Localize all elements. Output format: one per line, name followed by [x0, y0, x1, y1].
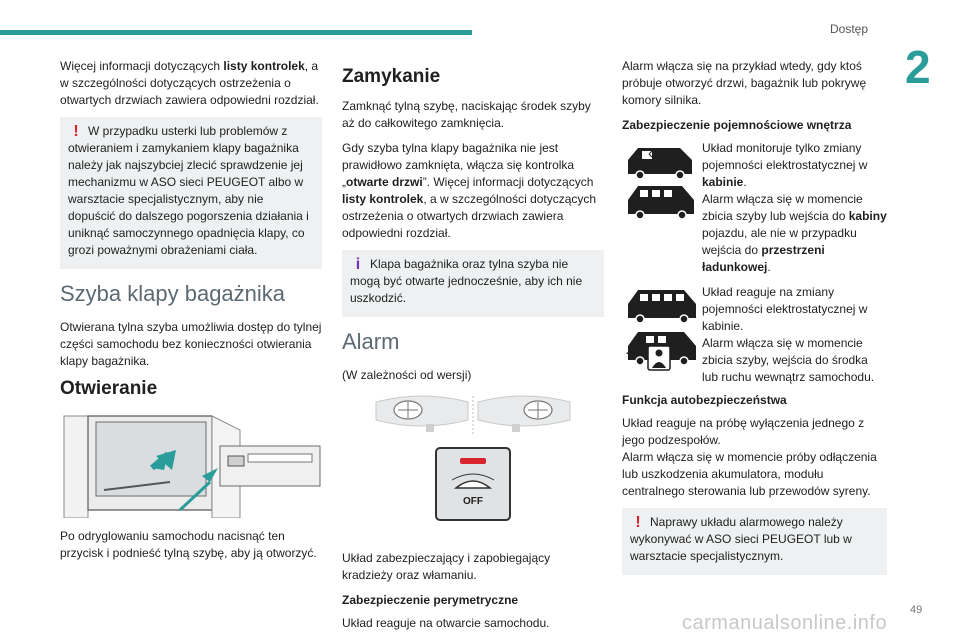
cabin-only-van-icons [622, 140, 702, 276]
tilt-text-2: Alarm włącza się w momencie próby odłączenia lub uszkodzenia akumulatora, modułu centralnego sterowania lub przewodów syreny. [622, 450, 877, 498]
trigger-text: Alarm włącza się na przykład wtedy, gdy ktoś próbuje otworzyć drzwi, bagażnik lub pokrywę komory silnika. [622, 59, 867, 107]
closing-door-warning: Gdy szyba tylna klapy bagażnika nie jest prawidłowo zamknięta, włącza się kontrolka „otwarte drzwi”. Więcej informacji dotyczących listy kontrolek, a w szczególności dotyczących ostrzeżenia o otwartych drzwiach zawiera odpowiedni rozdział. [342, 141, 597, 240]
alarm-version-note: (W zależności od wersji) [342, 368, 472, 382]
info-icon: i [355, 256, 361, 273]
tilt-title: Funkcja autobezpieczeństwa [622, 393, 787, 407]
volumetric-cabin-row [622, 140, 887, 276]
alarm-title: Alarm [342, 329, 400, 354]
volumetric-title: Zabezpieczenie pojemnościowe wnętrza [622, 118, 852, 132]
alarm-off-button-icon [436, 448, 510, 520]
closing-title: Zamykanie [342, 66, 441, 87]
perimeter-text: Układ reaguje na otwarcie samochodu. [342, 616, 550, 630]
left-cabin-sensor-icon [376, 396, 468, 432]
page-number: 49 [910, 604, 923, 616]
section-title-rear-window: Szyba klapy bagażnika [60, 281, 286, 306]
opening-instructions: Po odryglowaniu samochodu nacisnąć ten przycisk i podnieść tylną szybę, aby ją otworzyć. [60, 529, 317, 560]
alarm-description: Układ zabezpieczający i zapobiegający kradzieży oraz włamaniu. [342, 551, 551, 582]
intro-paragraph: Więcej informacji dotyczących listy kontrolek, a w szczególności dotyczących ostrzeżenia o otwartych drzwiach zawiera odpowiedni rozdział. [60, 59, 319, 107]
info-text: Klapa bagażnika oraz tylna szyba nie mogą być otwarte jednocześnie, aby ich nie uszkodzić. [350, 257, 583, 305]
van-cabin-icon [628, 148, 692, 179]
full-interior-van-icons [622, 284, 702, 386]
alarm-illustration [342, 392, 604, 542]
van-cargo-icon [628, 186, 694, 219]
tilt-text-1: Układ reaguje na próbę wyłączenia jednego z jego podzespołów. [622, 416, 865, 447]
column-3 [622, 58, 887, 587]
volumetric-cabin-text: Układ monitoruje tylko zmiany pojemności elektrostatycznej w kabinie. Alarm włącza się w momencie zbicia szyby lub wejścia do kabiny pojazdu, ale nie w przypadku wejścia do przestrzeni ładunkowej. [702, 141, 887, 274]
info-note [342, 250, 604, 317]
column-2 [342, 58, 604, 640]
column-1 [60, 58, 322, 570]
rear-window-illustration [60, 410, 322, 518]
warning-icon: ! [73, 123, 79, 140]
warning-note [60, 117, 322, 269]
chapter-number: 2 [905, 41, 931, 93]
opening-title: Otwieranie [60, 378, 158, 399]
warning-icon: ! [635, 514, 641, 531]
section-name: Dostęp [830, 22, 869, 36]
volumetric-full-row [622, 284, 887, 386]
van-passenger-icon [628, 290, 696, 323]
warning-text: W przypadku usterki lub problemów z otwieraniem i zamykaniem klapy bagażnika należy jak najszybciej zlecić sprawdzenie jej mechanizmu w ASO sieci PEUGEOT albo w warsztacie specjalistycznym, aby nie dopuścić do dalszego pogorszenia działania i uniknąć samoczynnego opadnięcia klapy, co grozi poważnymi obrażeniami ciała. [68, 124, 309, 257]
perimeter-title: Zabezpieczenie perymetryczne [342, 593, 519, 607]
van-occupant-plus-icon [626, 332, 696, 370]
watermark: carmanualsonline.info [682, 612, 888, 634]
repair-warning-text: Naprawy układu alarmowego należy wykonywać w ASO sieci PEUGEOT lub w warsztacie specjalistycznym. [630, 515, 852, 563]
svg-text:+: + [626, 345, 635, 361]
closing-text: Zamknąć tylną szybę, naciskając środek szyby aż do całkowitego zamknięcia. [342, 99, 591, 130]
repair-warning-note [622, 508, 887, 575]
header-accent-bar [0, 30, 472, 35]
right-cabin-sensor-icon [478, 396, 570, 432]
svg-text:OFF: OFF [463, 496, 483, 507]
rear-window-description: Otwierana tylna szyba umożliwia dostęp do tylnej części samochodu bez konieczności otwierania klapy bagażnika. [60, 320, 322, 368]
volumetric-full-text: Układ reaguje na zmiany pojemności elektrostatycznej w kabinie. Alarm włącza się w momencie zbicia szyby, wejścia do środka lub ruchu wewnątrz samochodu. [702, 285, 875, 384]
